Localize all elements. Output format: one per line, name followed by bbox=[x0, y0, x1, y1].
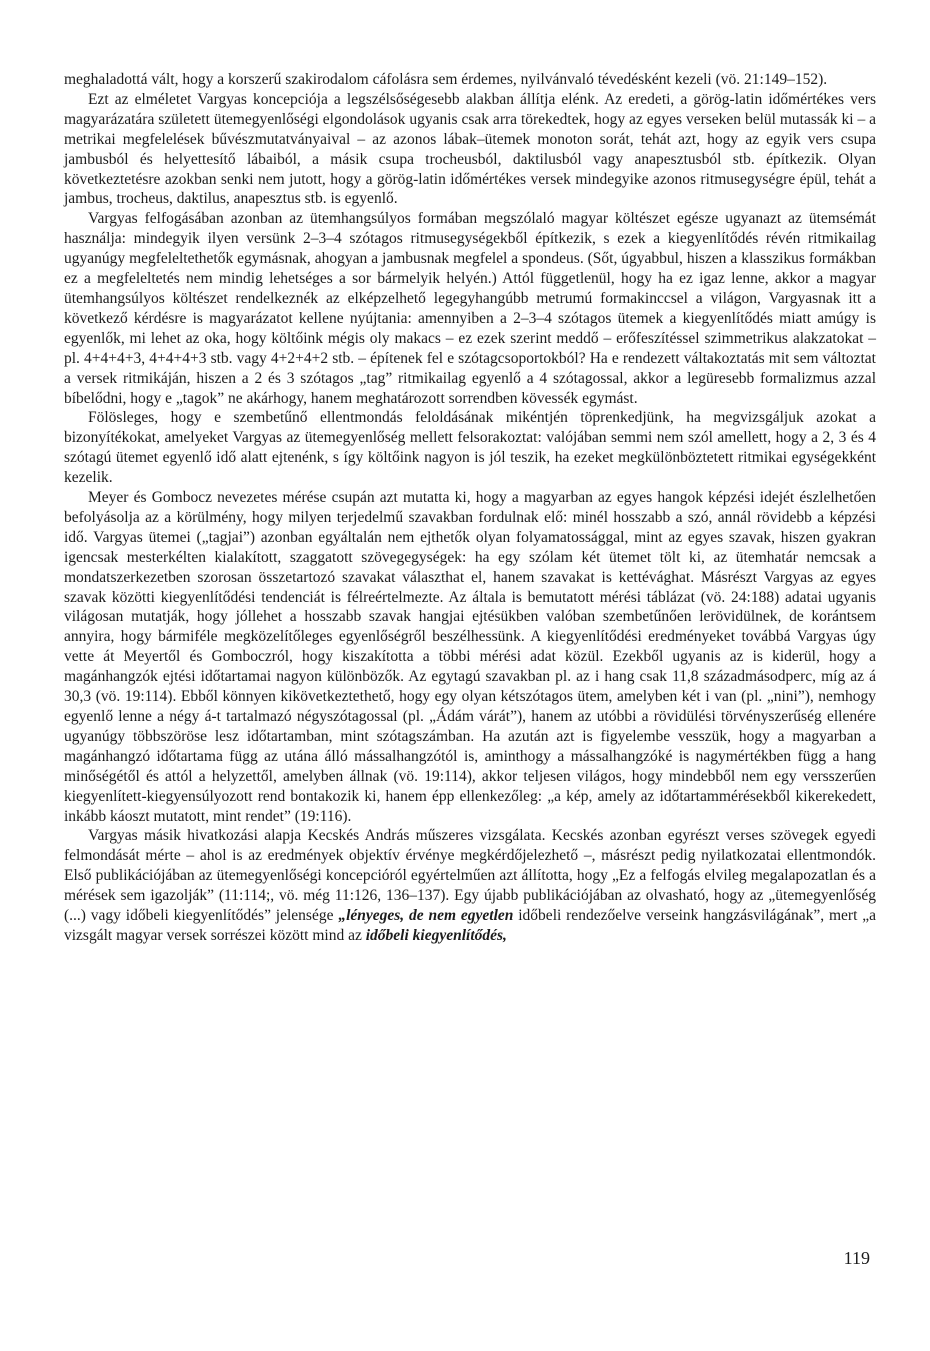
paragraph-last bbox=[64, 826, 876, 945]
emphasis-text: „lényeges, de nem egyetlen bbox=[338, 907, 514, 925]
document-body bbox=[64, 70, 876, 946]
emphasis-text: időbeli kiegyenlítődés, bbox=[365, 926, 507, 944]
paragraph: Meyer és Gombocz nevezetes mérése csupán azt mutatta ki, hogy a magyarban az egyes hangok képzési idejét észlelhetően befolyásolja az a körülmény, hogy milyen terjedelmű szavakban fordulnak elő: minél hosszabb a szó, annál rövidebb a képzési idő. Vargyas ütemei („tagjai”) azonban egyáltalán nem ejthetők olyan folyamatossággal, mint az egyes szavak, hiszen gyakran igencsak mesterkélten kialakított, szaggatott szövegegységek: ha egy szólam két ütemet tölt ki, az ütemhatár nemcsak a mondatszerkezetben szorosan összetartozó szavakat választhat el, hanem szavakat is kettévághat. Másrészt Vargyas az egyes szavak közötti kiegyenlítődési tendenciát is félreértelmezte. Az általa is bemutatott mérési táblázat (vö. 24:188) adatai ugyanis világosan mutatják, hogy jóllehet a hosszabb szavak hangjai ejtésükben valóban szembetűnően lerövidülnek, de korántsem annyira, hogy bármiféle megközelítőleges egyenlőségről beszélhessünk. A kiegyenlítődési eredményeket továbbá Vargyas úgy vette át Meyertől és Gomboczról, hogy kiszakította a többi mérési adat közül. Ezekből ugyanis az is kiderül, hogy a magánhangzók ejtési időtartamai nagyon különbözők. Az egytagú szavakban pl. az i hang csak 11,8 századmásodperc, míg az á 30,3 (vö. 19:114). Ebből könnyen kikövetkeztethető, hogy egy olyan kétszótagos ütem, amelyben két i van (pl. „nini”), nemhogy egyenlő lenne a négy á-t tartalmazó négyszótagossal (pl. „Ádám várát”), hanem az utóbbi a rövidülési törvényszerűség ellenére ugyanúgy többszöröse lesz időtartamban, mint szótagszámban. Ha azután azt is figyelembe vesszük, hogy a magyarban a magánhangzó időtartama függ az utána álló mássalhangzótól is, aminthogy a mássalhangzóké is nagymértékben függ a hang minőségétől és attól a helyzettől, amelyben állnak (vö. 19:114), akkor teljesen világos, hogy mindebből nem egy versszerűen kiegyenlített-kiegyensúlyozott rend bontakozik ki, hanem épp ellenkezőleg: „a kép, amely az időtartammérésekből kikerekedett, inkább káoszt mutatott, mint rendet” (19:116). bbox=[64, 489, 876, 825]
paragraph: meghaladottá vált, hogy a korszerű szakirodalom cáfolásra sem érdemes, nyilvánvaló tévedésként kezeli (vö. 21:149–152). bbox=[64, 71, 828, 88]
paragraph: Vargyas felfogásában azonban az ütemhangsúlyos formában megszólaló magyar költészet egésze ugyanazt az ütemsémát használja: mindegyik ilyen versünk 2–3–4 szótagos ritmusegységekből építkezik, s ezek a kiegyenlítődés révén ritmikailag ugyanúgy megfeleltethetők egymásnak, ahogyan a jambusnak megfelel a spondeus. (Sőt, úgyabbul, hiszen a klasszikus formákban ez a megfeleltetés nem mindig lehetséges a sor bármelyik helyén.) Attól függetlenül, hogy ha ez igaz lenne, akkor a magyar ütemhangsúlyos költészet rendelkeznék az elképzelhető legegyhangúbb metrumú formakinccsel a világon, Vargyasnak itt a következő kérdésre is magyarázatot kellene nyújtania: amennyiben a 2–3–4 szótagos ütemek a kiegyenlítődés miatt amúgy is egyenlők, mi lehet az oka, hogy költőink mégis oly makacs – ez ezek szerint meddő – erőfeszítéssel szimmetrikus alakzatokat – pl. 4+4+4+3, 4+4+4+3 stb. vagy 4+2+4+2 stb. – építenek fel e szótagcsoportokból? Ha e rendezett váltakoztatás mit sem változtat a versek ritmikáján, hiszen a 2 és 3 szótagos „tag” ritmikailag egyenlő a 4 szótagossal, akkor a legüresebb formalizmus azzal bíbelődni, hogy e „tagok” ne akárhogy, hanem meghatározott sorrendben kövessék egymást. bbox=[64, 210, 876, 407]
page-number: 119 bbox=[843, 1248, 870, 1268]
paragraph-text: időbeli rendezőelve verseink hangzásvilágának”, mert „a vizsgált magyar versek sorrészei között mind az bbox=[64, 907, 877, 944]
paragraph-text: Vargyas másik hivatkozási alapja Kecskés András műszeres vizsgálata. Kecskés azonban egyrészt verses szövegek egyedi felmondását mérte – ahol is az eredmények objektív érvénye megkérdőjelezhető –, másrészt pedig nyilatkozatai ellentmondók. Első publikációjában az ütemegyenlőségi koncepcióról egyértelműen azt állította, hogy „Ez a felfogás elvileg megalapozatlan és a mérések sem igazolják” (11:114;, vö. még 11:126, 136–137). Egy újabb publikációjában az olvasható, hogy az „ütemegyenlőség (...) vagy időbeli kiegyenlítődés” jelensége bbox=[64, 827, 876, 925]
paragraph: Fölösleges, hogy e szembetűnő ellentmondás feloldásának mikéntjén töprenkedjünk, ha megvizsgáljuk azokat a bizonyítékokat, amelyeket Vargyas az ütemegyenlőség mellett felsorakoztat: valójában semmi nem szól amellett, hogy a 2, 3 és 4 szótagú ütemet egyenlő idő alatt ejtenénk, s így költőink nagyon is jól teszik, ha ezeket megkülönböztetett ritmikai egységekként kezelik. bbox=[64, 409, 876, 487]
paragraph: Ezt az elméletet Vargyas koncepciója a legszélsőségesebb alakban állítja elénk. Az eredeti, a görög-latin időmértékes vers magyarázatára született ütemegyenlőségi elgondolások ugyanis csak arra törekedtek, hogy az egyes verseken belül mutassák ki – a metrikai megfelelések bűvészmutatványaival – az azonos lábak–ütemek monoton sorát, tehát azt, hogy az egyik vers csupa jambusból és helyettesítő lábaiból, a másik csupa trocheusból, daktilusból vagy anapesztusból stb. építkezik. Olyan következtetésre azokban senki nem jutott, hogy a görög-latin időmértékes versek mindegyike azonos ritmusegységre épül, tehát a jambus, trocheus, daktilus, anapesztus stb. is egyenlő. bbox=[64, 90, 876, 208]
